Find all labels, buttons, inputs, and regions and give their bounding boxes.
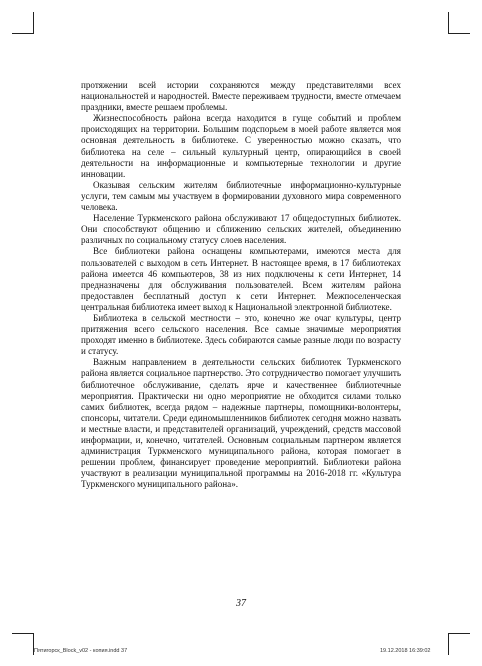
paragraph: Все библиотеки района оснащены компьютерами, имеются места для пользователей с выходом в сеть Интернет. В настоящее время, в 17 библиотеках района имеется 46 компьютеров, 38 из них подключены к сети Интернет, 14 предназначены для обслуживания пользователей. Всем жителям района предоставлен бесплатный доступ к сети Интернет. Межпоселенческая центральная библиотека имеет выход к Национальной электронной библиотеке. bbox=[81, 246, 401, 312]
paragraph: Библиотека в сельской местности – это, конечно же очаг культуры, центр притяжения всего сельского населения. Все самые значимые мероприятия проходят именно в библиотеке. Здесь собираются самые разные люди по возрасту и статусу. bbox=[81, 312, 401, 357]
paragraph: Важным направлением в деятельности сельских библиотек Туркменского района является социальное партнерство. Это сотрудничество помогает улучшить библиотечное обслуживание, сделать ярче и качественнее библиотечные мероприятия. Практически ни одно мероприятие не обходится силами только самих библиотек, всегда рядом – надежные партнеры, помощники-волонтеры, спонсоры, читатели. Среди единомышленников библиотек сегодня можно назвать и местные власти, и представителей организаций, учреждений, средств массовой информации, и, конечно, читателей. Основным социальным партнером является администрация Туркменского муниципального района, которая помогает в решении проблем, финансирует проведение мероприятий. Библиотеки района участвуют в реализации муниципальной программы на 2016-2018 гг. «Культура Туркменского муниципального района». bbox=[81, 357, 401, 490]
paragraph: Население Туркменского района обслуживают 17 общедоступных библиотек. Они способствуют общению и сближению сельских жителей, объединению различных по социальному статусу слоев населения. bbox=[81, 213, 401, 246]
slug-file-info: Пятигорск_Block_v02 - копия.indd 37 bbox=[34, 648, 128, 654]
crop-mark-bottom-right-v bbox=[448, 633, 449, 655]
crop-mark-bottom-left-h bbox=[12, 633, 34, 634]
body-text bbox=[81, 80, 401, 490]
crop-mark-top-right-h bbox=[448, 33, 470, 34]
paragraph: Жизнеспособность района всегда находится в гуще событий и проблем происходящих на территории. Большим подспорьем в моей работе является моя основная деятельность в библиотеке. С уверенностью можно сказать, что библиотека на селе – сильный культурный центр, опирающийся в своей деятельности на информационные и компьютерные технологии и другие инновации. bbox=[81, 113, 401, 179]
paragraph: протяжении всей истории сохраняются между представителями всех национальностей и народностей. Вместе переживаем трудности, вместе отмечаем праздники, вместе решаем проблемы. bbox=[81, 80, 401, 113]
slug-timestamp: 19.12.2018 16:39:02 bbox=[380, 648, 431, 654]
paragraph: Оказывая сельским жителям библиотечные информационно-культурные услуги, тем самым мы участвуем в формировании духовного мира современного человека. bbox=[81, 179, 401, 213]
crop-mark-bottom-right-h bbox=[448, 633, 470, 634]
crop-mark-top-left-v bbox=[33, 12, 34, 34]
page-number: 37 bbox=[236, 598, 246, 609]
crop-mark-top-right-v bbox=[448, 12, 449, 34]
crop-mark-top-left-h bbox=[12, 33, 34, 34]
